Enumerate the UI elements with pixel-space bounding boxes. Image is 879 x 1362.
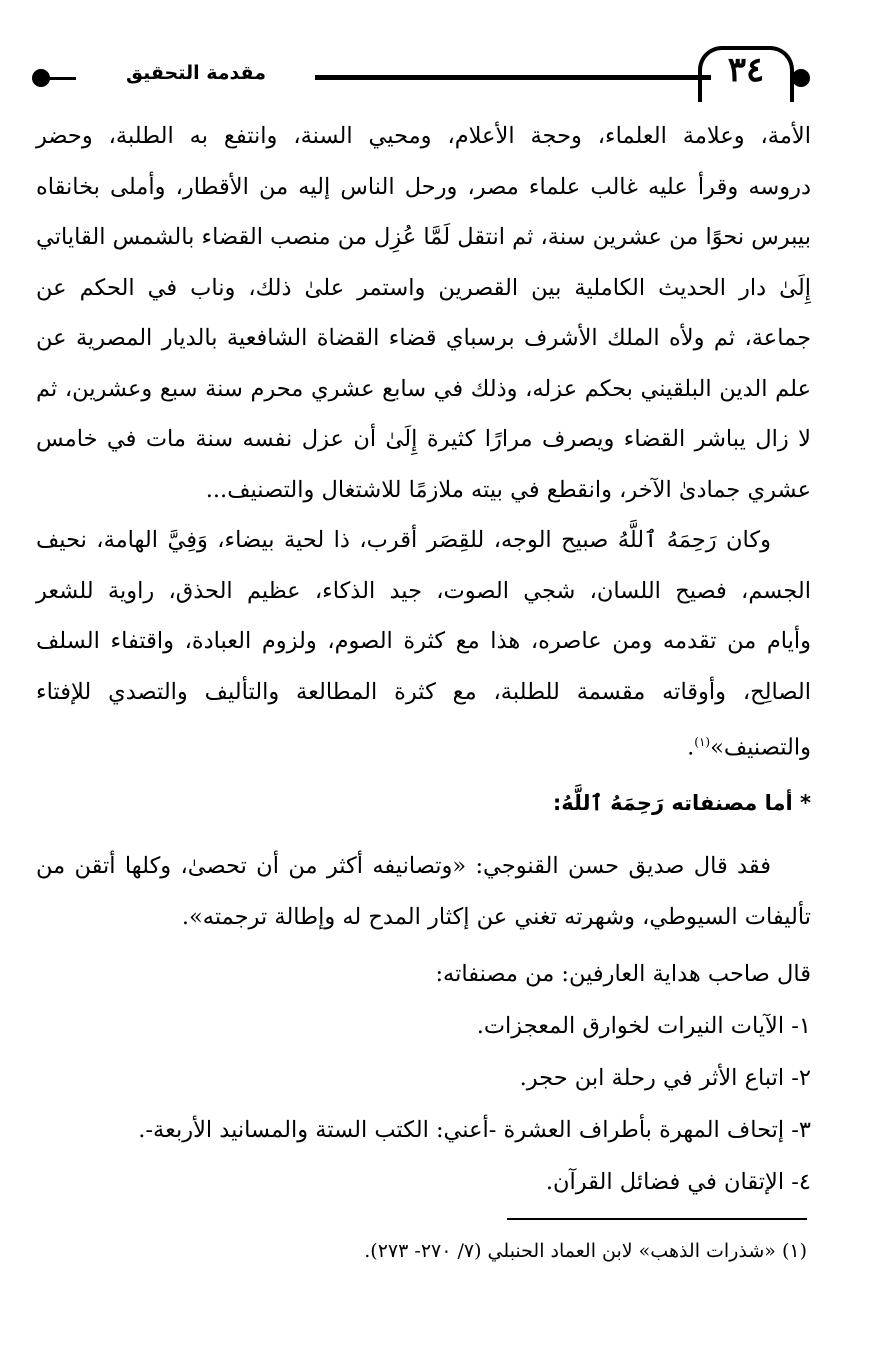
header-rule xyxy=(315,75,711,80)
footnote-reference: (١) xyxy=(694,735,711,749)
list-item: ٢- اتباع الأثر في رحلة ابن حجر. xyxy=(519,1065,811,1091)
quote-line: فقد قال صديق حسن القنوجي: «وتصانيفه أكثر من أن تحصىٰ، وكلها أتقن من xyxy=(36,853,771,879)
paragraph-line: وكان رَحِمَهُ ٱللَّهُ صبيح الوجه، للقِصَر أقرب، ذا لحية بيضاء، وَفِيَّ الهامة، نحيف xyxy=(36,527,771,553)
list-item: ٣- إتحاف المهرة بأطراف العشرة -أعني: الكتب الستة والمسانيد الأربعة-. xyxy=(138,1117,811,1143)
quote-paragraph xyxy=(36,841,811,943)
list-item: ٤- الإتقان في فضائل القرآن. xyxy=(545,1169,811,1195)
paragraph-line: عشري جمادىٰ الآخر، وانقطع في بيته ملازمًا للاشتغال والتصنيف... xyxy=(205,476,811,503)
works-list xyxy=(138,961,811,1208)
biography-text xyxy=(36,111,811,773)
footnote: (١) «شذرات الذهب» لابن العماد الحنبلي (٧/ ٢٧٠- ٢٧٣). xyxy=(364,1240,807,1262)
header-ornament-right xyxy=(792,69,810,87)
paragraph-line: لا زال يباشر القضاء ويصرف مرارًا كثيرة إِلَىٰ أن عزل نفسه سنة مات في خامس xyxy=(36,426,811,452)
paragraph-line: وأيام من تقدمه ومن عاصره، هذا مع كثرة الصوم، ولزوم العبادة، واقتفاء السلف xyxy=(36,628,811,654)
paragraph-line: بيبرس نحوًا من عشرين سنة، ثم انتقل لَمَّا عُزِل من منصب القضاء بالشمس القاياتي xyxy=(36,224,811,250)
page-header xyxy=(28,42,810,102)
paragraph-line: علم الدين البلقيني بحكم عزله، وذلك في سابع عشري محرم سنة سبع وعشرين، ثم xyxy=(36,375,811,402)
paragraph-line-last: والتصنيف»$^{(١)}$. xyxy=(687,734,811,761)
page-number: ٣٤ xyxy=(727,50,765,90)
header-rule-left xyxy=(46,77,76,80)
paragraph-line: دروسه وقرأ عليه غالب علماء مصر، ورحل الناس إليه من الأقطار، وأملى بخانقاه xyxy=(36,173,811,200)
paragraph-line: الأمة، وعلامة العلماء، وحجة الأعلام، ومحيي السنة، وانتفع به الطلبة، وحضر xyxy=(36,123,811,149)
paragraph-end-text: والتصنيف» xyxy=(710,734,811,761)
list-intro: قال صاحب هداية العارفين: من مصنفاته: xyxy=(435,961,811,987)
footnote-separator xyxy=(507,1218,807,1220)
running-title: مقدمة التحقيق xyxy=(126,62,266,84)
paragraph-line: الجسم، فصيح اللسان، شجي الصوت، جيد الذكاء، عظيم الحذق، راوية للشعر xyxy=(36,577,811,604)
paragraph-line: إِلَىٰ دار الحديث الكاملية بين القصرين واستمر علىٰ ذلك، وناب في الحكم عن xyxy=(36,274,811,301)
paragraph-line: جماعة، ثم ولأه الملك الأشرف برسباي قضاء القضاة الشافعية بالديار المصرية عن xyxy=(36,325,811,351)
section-heading: * أما مصنفاته رَحِمَهُ ٱللَّهُ: xyxy=(552,791,811,815)
list-item: ١- الآيات النيرات لخوارق المعجزات. xyxy=(476,1013,811,1039)
paragraph-line: الصالِح، وأوقاته مقسمة للطلبة، مع كثرة المطالعة والتأليف والتصدي للإفتاء xyxy=(36,678,811,705)
quote-line: تأليفات السيوطي، وشهرته تغني عن إكثار المدح له وإطالة ترجمته». xyxy=(181,904,811,930)
